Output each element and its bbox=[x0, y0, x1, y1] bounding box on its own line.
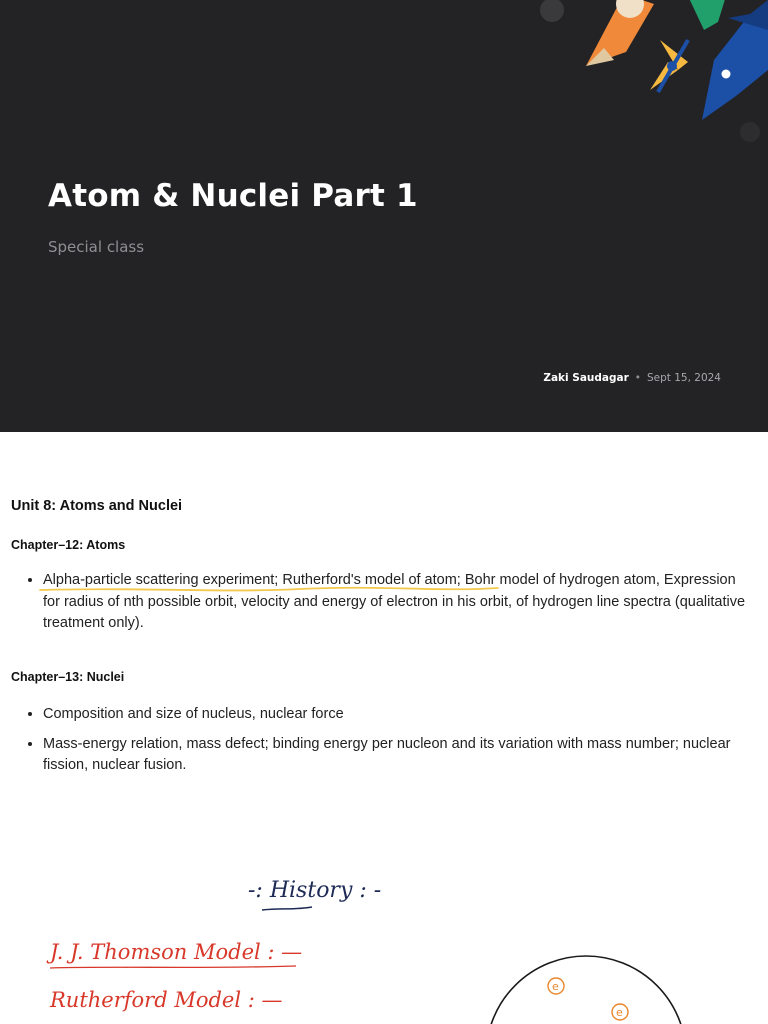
chapter-13-title: Chapter–13: Nuclei bbox=[11, 670, 125, 684]
chapter-12-list bbox=[26, 570, 755, 643]
unit-title: Unit 8: Atoms and Nuclei bbox=[11, 498, 183, 514]
electron-icon bbox=[612, 1004, 628, 1020]
electron-icon bbox=[548, 978, 564, 994]
subtitle: Special class bbox=[48, 238, 145, 256]
byline bbox=[543, 372, 721, 384]
list-item: • Composition and size of nucleus, nuclear force bbox=[43, 704, 755, 726]
history-heading: -: History : - bbox=[248, 878, 382, 903]
chapter-13-list bbox=[26, 704, 755, 785]
author-name: Zaki Saudagar bbox=[543, 372, 629, 384]
thomson-model-label: J. J. Thomson Model : — bbox=[50, 940, 303, 964]
byline-separator: • bbox=[634, 372, 641, 384]
thomson-underline bbox=[50, 966, 296, 968]
svg-text:e: e bbox=[552, 980, 559, 993]
handwritten-notes-slide bbox=[0, 866, 768, 1024]
atom-circle-icon bbox=[486, 956, 686, 1024]
chapter-12-title: Chapter–12: Atoms bbox=[11, 538, 126, 552]
publish-date: Sept 15, 2024 bbox=[646, 372, 721, 384]
list-item: • Mass-energy relation, mass defect; binding energy per nucleon and its variation with mass number; nuclear fission, nuclear fusion. bbox=[43, 734, 755, 777]
heading-underline bbox=[262, 907, 312, 910]
title-slide bbox=[0, 0, 768, 432]
svg-text:e: e bbox=[616, 1006, 623, 1019]
notes-drawing bbox=[0, 866, 768, 1024]
syllabus-slide bbox=[0, 432, 768, 867]
pencil-and-pen-icon bbox=[528, 0, 768, 170]
rutherford-model-label: Rutherford Model : — bbox=[50, 988, 283, 1012]
page-title: Atom & Nuclei Part 1 bbox=[48, 178, 418, 214]
list-item: • Alpha-particle scattering experiment; Rutherford's model of atom; Bohr model of hydrogen atom, Expression for radius of nth possible orbit, velocity and energy of electron in his orbit, of hydrogen line spectra (qualitative treatment only). bbox=[43, 570, 755, 635]
